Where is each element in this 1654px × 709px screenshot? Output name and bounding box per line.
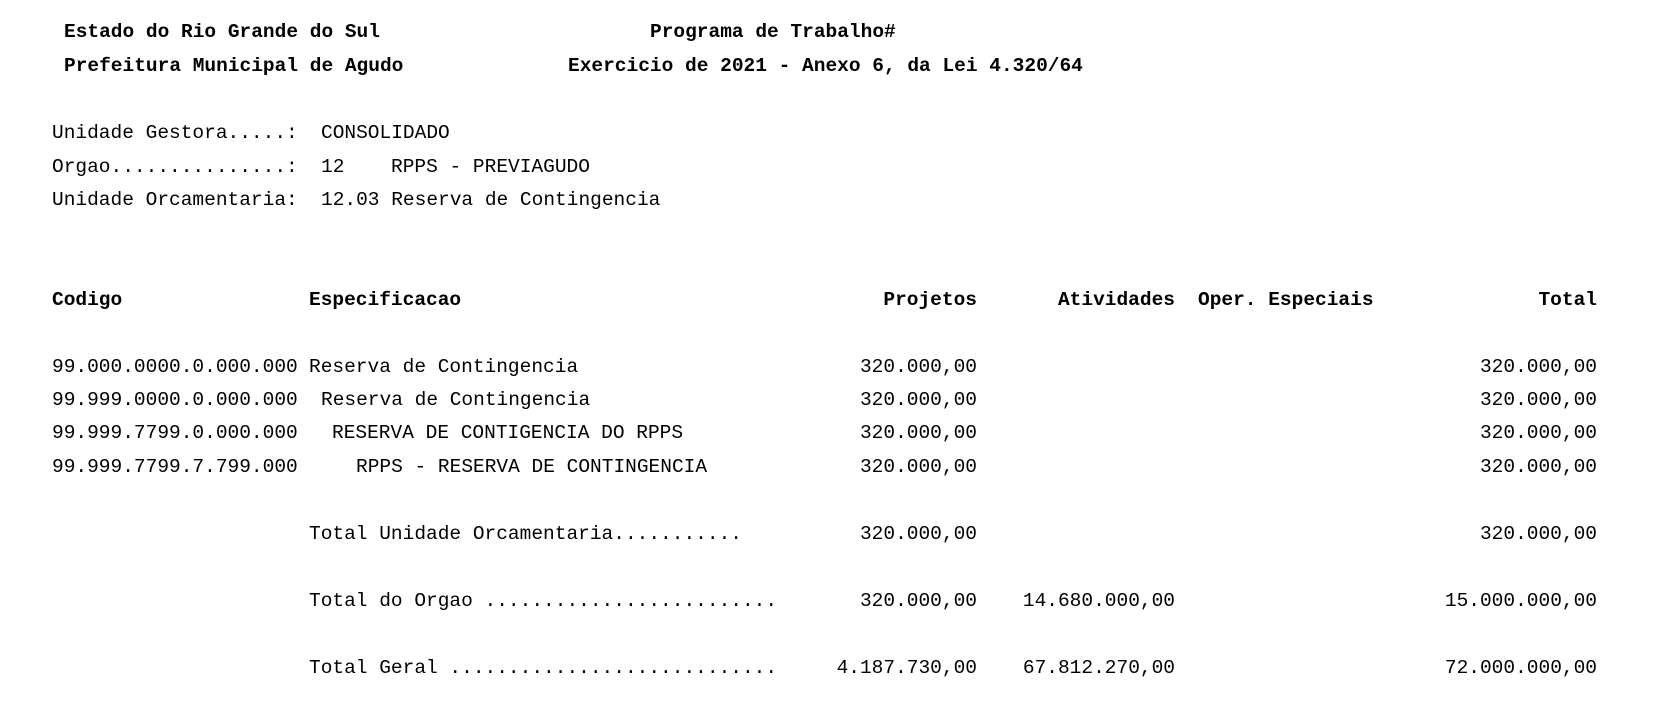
row-codigo: 99.999.7799.0.000.000 [52, 422, 298, 444]
orgao-name: RPPS - PREVIAGUDO [391, 156, 590, 178]
orgao-code: 12 [321, 156, 345, 178]
total-orgao-label: Total do Orgao ......................... [309, 590, 778, 612]
column-header-codigo: Codigo [52, 289, 123, 311]
total-orgao-total: 15.000.000,00 [1444, 590, 1597, 612]
row-total: 320.000,00 [1479, 422, 1597, 444]
row-codigo: 99.999.0000.0.000.000 [52, 389, 298, 411]
row-codigo: 99.999.7799.7.799.000 [52, 456, 298, 478]
row-total: 320.000,00 [1479, 389, 1597, 411]
unidade-gestora-label: Unidade Gestora.....: [52, 122, 298, 144]
column-header-oper-especiais: Oper. Especiais [1198, 289, 1374, 311]
row-especificacao: Reserva de Contingencia [309, 356, 579, 378]
total-orgao-projetos: 320.000,00 [859, 590, 977, 612]
row-projetos: 320.000,00 [859, 422, 977, 444]
total-geral-atividades: 67.812.270,00 [1022, 657, 1175, 679]
total-unidade-label: Total Unidade Orcamentaria........... [309, 523, 742, 545]
unidade-orcamentaria-value: 12.03 Reserva de Contingencia [321, 189, 661, 211]
total-geral-total: 72.000.000,00 [1444, 657, 1597, 679]
row-codigo: 99.000.0000.0.000.000 [52, 356, 298, 378]
row-projetos: 320.000,00 [859, 389, 977, 411]
row-projetos: 320.000,00 [859, 356, 977, 378]
header-state: Estado do Rio Grande do Sul [64, 21, 380, 43]
report-subtitle: Exercicio de 2021 - Anexo 6, da Lei 4.320/64 [568, 55, 1083, 77]
total-orgao-atividades: 14.680.000,00 [1022, 590, 1175, 612]
total-geral-label: Total Geral ............................ [309, 657, 778, 679]
row-total: 320.000,00 [1479, 456, 1597, 478]
column-header-especificacao: Especificacao [309, 289, 462, 311]
report-title: Programa de Trabalho# [650, 21, 896, 43]
row-especificacao: Reserva de Contingencia [321, 389, 591, 411]
row-projetos: 320.000,00 [859, 456, 977, 478]
row-total: 320.000,00 [1479, 356, 1597, 378]
column-header-atividades: Atividades [1057, 289, 1175, 311]
orgao-label: Orgao...............: [52, 156, 298, 178]
unidade-gestora-value: CONSOLIDADO [321, 122, 450, 144]
column-header-projetos: Projetos [883, 289, 977, 311]
total-geral-projetos: 4.187.730,00 [836, 657, 977, 679]
column-header-total: Total [1538, 289, 1597, 311]
row-especificacao: RESERVA DE CONTIGENCIA DO RPPS [332, 422, 684, 444]
row-especificacao: RPPS - RESERVA DE CONTINGENCIA [356, 456, 708, 478]
unidade-orcamentaria-label: Unidade Orcamentaria: [52, 189, 298, 211]
total-unidade-projetos: 320.000,00 [859, 523, 977, 545]
total-unidade-total: 320.000,00 [1479, 523, 1597, 545]
header-municipality: Prefeitura Municipal de Agudo [64, 55, 404, 77]
